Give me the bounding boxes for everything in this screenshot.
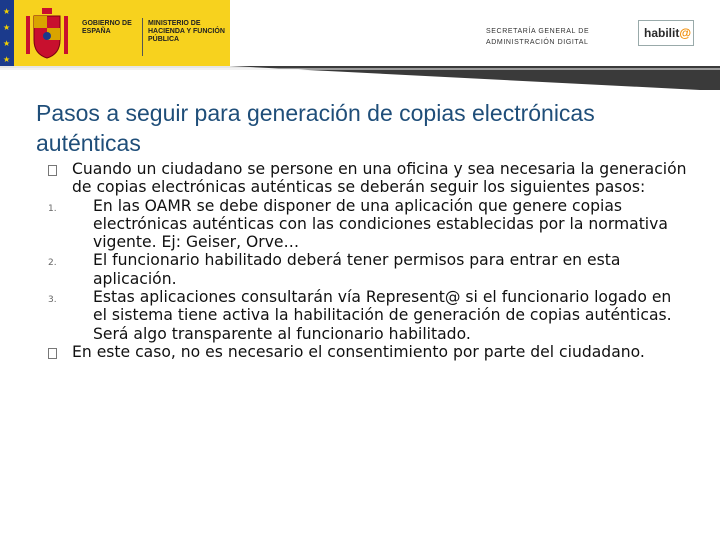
item-number: 1. xyxy=(48,203,57,214)
item-number: 3. xyxy=(48,295,57,306)
secretaria-text: SECRETARÍA GENERAL DE ADMINISTRACIÓN DIGITAL xyxy=(486,28,590,46)
star-icon: ★ xyxy=(3,7,11,16)
logo-divider xyxy=(142,18,143,56)
bullet-box-icon xyxy=(48,348,57,359)
slide-body xyxy=(48,160,688,361)
eu-flag-strip xyxy=(0,0,14,70)
star-icon: ★ xyxy=(3,39,11,48)
bullet-text: El funcionario habilitado deberá tener permisos para entrar en esta aplicación. xyxy=(93,251,621,288)
habilita-logo xyxy=(638,20,694,46)
bullet-text: Estas aplicaciones consultarán vía Represent@ si el funcionario logado en el sistema tiene activa la habilitación de generación de copias auténticas. Será algo transparente al funcionario habilitado. xyxy=(93,288,672,343)
bullet-text: Cuando un ciudadano se persone en una oficina y sea necesaria la generación de copias electrónicas auténticas se deberán seguir los siguientes pasos: xyxy=(72,160,687,197)
bullet-text: En este caso, no es necesario el consentimiento por parte del ciudadano. xyxy=(72,342,645,361)
header xyxy=(0,0,720,70)
list-item xyxy=(48,160,688,197)
bullet-box-icon xyxy=(48,165,57,176)
header-divider-band xyxy=(0,66,720,92)
star-icon: ★ xyxy=(3,55,11,64)
bullet-text: En las OAMR se debe disponer de una aplicación que genere copias electrónicas auténticas con las condiciones establecidas por la normativa vigente. Ej: Geiser, Orve… xyxy=(93,196,668,252)
list-item xyxy=(48,343,688,361)
list-item xyxy=(48,251,688,288)
logo-text-b: @ xyxy=(679,26,692,40)
coat-of-arms-icon xyxy=(22,6,72,62)
star-icon: ★ xyxy=(3,23,11,32)
item-number: 2. xyxy=(48,258,57,269)
ministry-name: MINISTERIO DE HACIENDA Y FUNCIÓN PÚBLICA xyxy=(148,20,225,43)
logo-text-a: habilit xyxy=(644,26,680,40)
slide-title: Pasos a seguir para generación de copias electrónicas auténticas xyxy=(36,100,595,156)
list-item xyxy=(48,288,688,343)
gov-name: GOBIERNO DE ESPAÑA xyxy=(82,20,132,35)
list-item xyxy=(48,197,688,252)
